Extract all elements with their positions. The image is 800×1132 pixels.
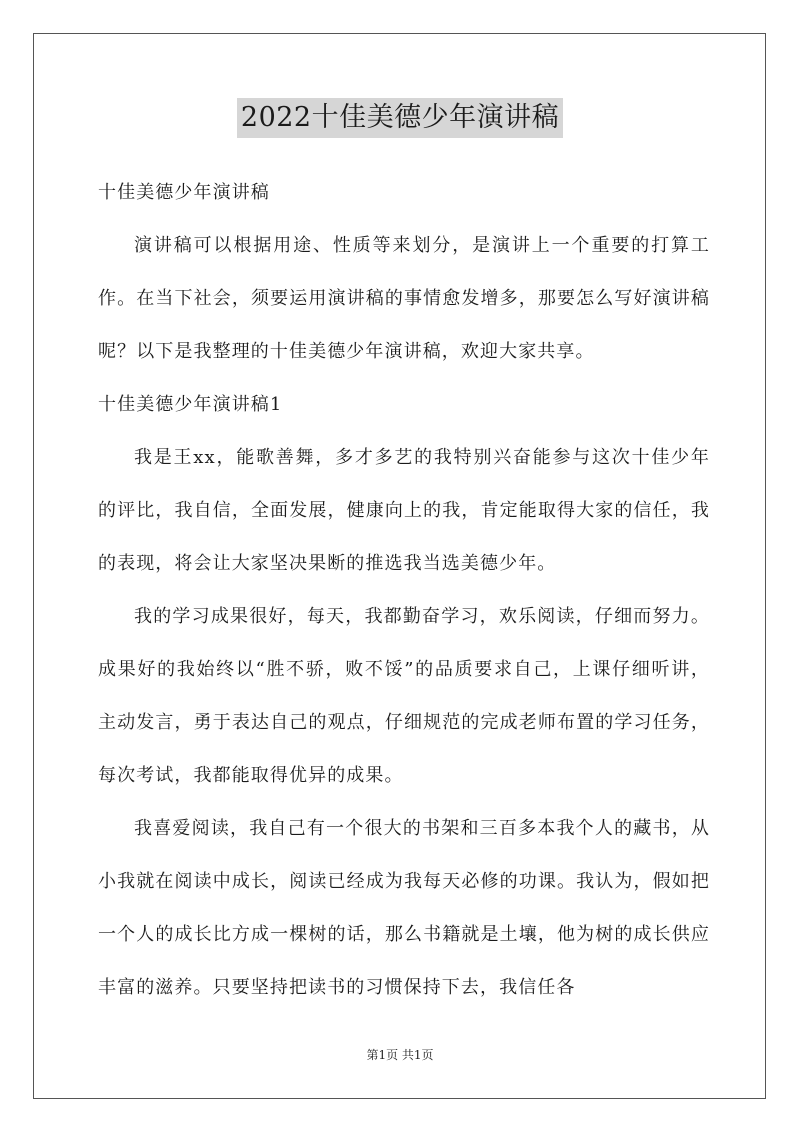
paragraph: 演讲稿可以根据用途、性质等来划分，是演讲上一个重要的打算工作。在当下社会，须要运用演讲稿的事情愈发增多，那要怎么写好演讲稿呢？以下是我整理的十佳美德少年演讲稿，欢迎大家共享。	[98, 235, 710, 362]
subheading: 十佳美德少年演讲稿1	[98, 394, 283, 415]
subheading: 十佳美德少年演讲稿	[98, 182, 270, 203]
page-footer: 第1页 共1页	[366, 1048, 434, 1062]
paragraph: 我是王xx，能歌善舞，多才多艺的我特别兴奋能参与这次十佳少年的评比，我自信，全面发展，健康向上的我，肯定能取得大家的信任，我的表现，将会让大家坚决果断的推选我当选美德少年。	[98, 447, 710, 574]
document-title: 2022十佳美德少年演讲稿	[237, 98, 563, 138]
document-body	[98, 166, 710, 1014]
paragraph: 我的学习成果很好，每天，我都勤奋学习，欢乐阅读，仔细而努力。成果好的我始终以“胜不骄，败不馁”的品质要求自己，上课仔细听讲，主动发言，勇于表达自己的观点，仔细规范的完成老师布置的学习任务，每次考试，我都能取得优异的成果。	[98, 606, 710, 786]
title-container	[0, 98, 800, 138]
paragraph: 我喜爱阅读，我自己有一个很大的书架和三百多本我个人的藏书，从小我就在阅读中成长，阅读已经成为我每天必修的功课。我认为，假如把一个人的成长比方成一棵树的话，那么书籍就是土壤，他为树的成长供应丰富的滋养。只要坚持把读书的习惯保持下去，我信任各	[98, 818, 710, 998]
